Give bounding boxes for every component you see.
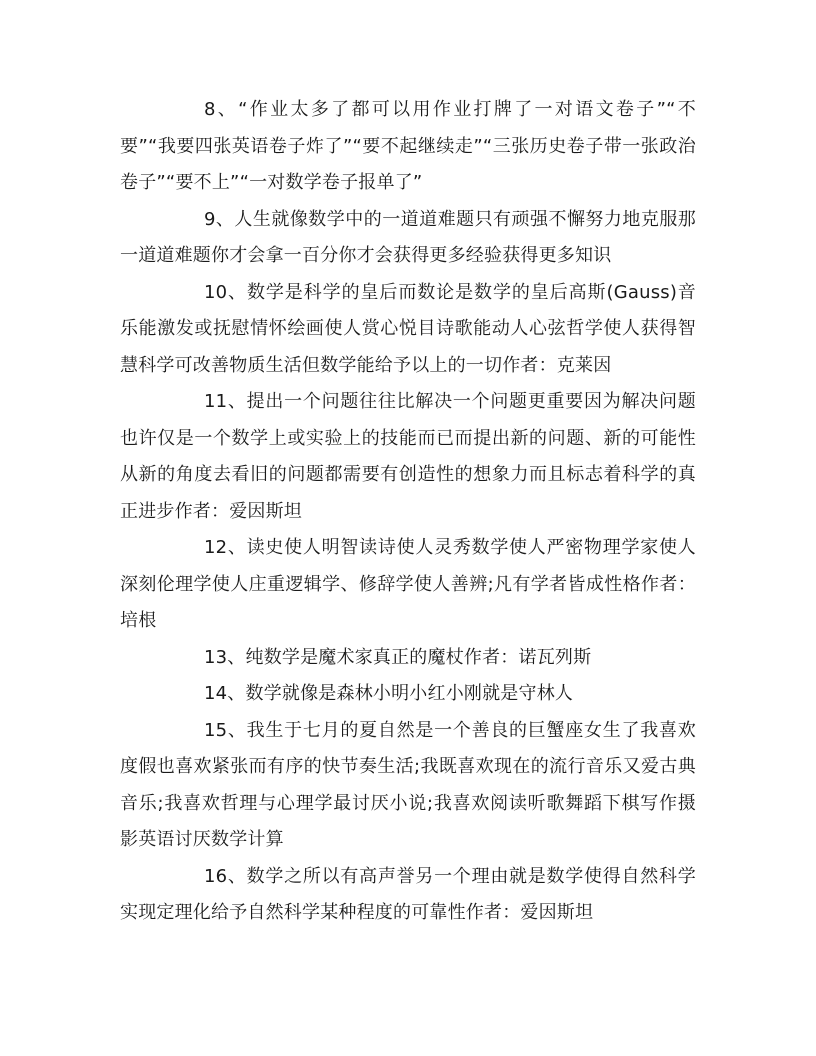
paragraph-13: 13、纯数学是魔术家真正的魔杖作者：诺瓦列斯 (204, 646, 592, 668)
paragraph-14: 14、数学就像是森林小明小红小刚就是守林人 (204, 683, 574, 704)
paragraph-12: 12、读史使人明智读诗使人灵秀数学使人严密物理学家使人深刻伦理学使人庄重逻辑学、修辞学使人善辨;凡有学者皆成性格作者：培根 (120, 537, 696, 631)
paragraph-10: 10、数学是科学的皇后而数论是数学的皇后高斯(Gauss)音乐能激发或抚慰情怀绘画使人赏心悦目诗歌能动人心弦哲学使人获得智慧科学可改善物质生活但数学能给予以上的一切作者：克莱因 (120, 281, 696, 376)
paragraph-8: 8、“作业太多了都可以用作业打牌了一对语文卷子”“不要”“我要四张英语卷子炸了”“要不起继续走”“三张历史卷子带一张政治卷子”“要不上”“一对数学卷子报单了” (120, 99, 696, 193)
document-body (120, 92, 696, 932)
paragraph-15: 15、我生于七月的夏自然是一个善良的巨蟹座女生了我喜欢度假也喜欢紧张而有序的快节奏生活;我既喜欢现在的流行音乐又爱古典音乐;我喜欢哲理与心理学最讨厌小说;我喜欢阅读听歌舞蹈下棋写作摄影英语讨厌数学计算 (120, 719, 696, 850)
paragraph-9: 9、人生就像数学中的一道道难题只有顽强不懈努力地克服那一道道难题你才会拿一百分你才会获得更多经验获得更多知识 (120, 208, 696, 266)
paragraph-16: 16、数学之所以有高声誉另一个理由就是数学使得自然科学实现定理化给予自然科学某种程度的可靠性作者：爱因斯坦 (120, 865, 696, 923)
paragraph-11: 11、提出一个问题往往比解决一个问题更重要因为解决问题也许仅是一个数学上或实验上的技能而已而提出新的问题、新的可能性从新的角度去看旧的问题都需要有创造性的想象力而且标志着科学的真正进步作者：爱因斯坦 (120, 391, 696, 522)
